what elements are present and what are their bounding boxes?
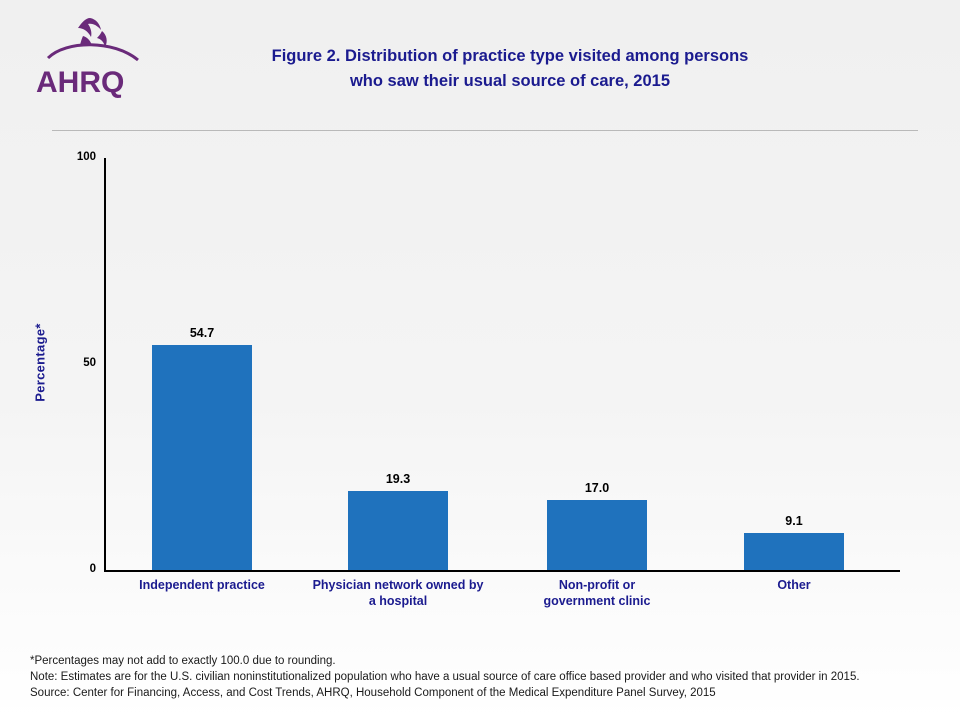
bar-physician-network[interactable] xyxy=(348,491,448,570)
bar-value-other: 9.1 xyxy=(785,514,803,528)
bar-chart xyxy=(0,140,960,610)
bar-value-independent-practice: 54.7 xyxy=(189,326,215,340)
category-label-line: Independent practice xyxy=(139,578,265,592)
footnotes xyxy=(30,653,930,701)
y-tick-100: 100 xyxy=(76,151,96,163)
page-title-line2: who saw their usual source of care, 2015 xyxy=(349,72,671,90)
category-label-independent-practice xyxy=(122,577,282,593)
category-label-line: a hospital xyxy=(368,594,428,608)
bar-other[interactable] xyxy=(744,533,844,570)
bar-value-physician-network: 19.3 xyxy=(385,472,411,486)
y-axis-line xyxy=(104,158,106,570)
category-label-line: Physician network owned by xyxy=(312,578,484,592)
x-axis-line xyxy=(104,570,900,572)
category-label-line: government clinic xyxy=(543,594,651,608)
category-label-line: Non-profit or xyxy=(558,578,636,592)
bar-nonprofit-clinic[interactable] xyxy=(547,500,647,570)
page-title xyxy=(130,44,890,94)
header-divider xyxy=(52,130,918,131)
bar-independent-practice[interactable] xyxy=(152,345,252,570)
footnote-source: Source: Center for Financing, Access, and Cost Trends, AHRQ, Household Component of the Medical Expenditure Panel Survey, 2015 xyxy=(30,687,716,699)
y-axis-label: Percentage* xyxy=(32,323,48,402)
footnote-percentages: *Percentages may not add to exactly 100.0 due to rounding. xyxy=(30,655,336,667)
category-label-nonprofit-clinic xyxy=(517,577,677,609)
category-label-other xyxy=(714,577,874,593)
footnote-note: Note: Estimates are for the U.S. civilian noninstitutionalized population who have a usual source of care office based provider and who visited that provider in 2015. xyxy=(30,671,860,683)
category-label-line: Other xyxy=(777,578,811,592)
y-tick-50: 50 xyxy=(83,357,96,369)
category-label-physician-network xyxy=(308,577,488,609)
logo-text: AHRQ xyxy=(36,66,125,99)
page-title-line1: Figure 2. Distribution of practice type visited among persons xyxy=(271,47,749,65)
bar-value-nonprofit-clinic: 17.0 xyxy=(584,481,610,495)
y-tick-0: 0 xyxy=(89,563,96,575)
